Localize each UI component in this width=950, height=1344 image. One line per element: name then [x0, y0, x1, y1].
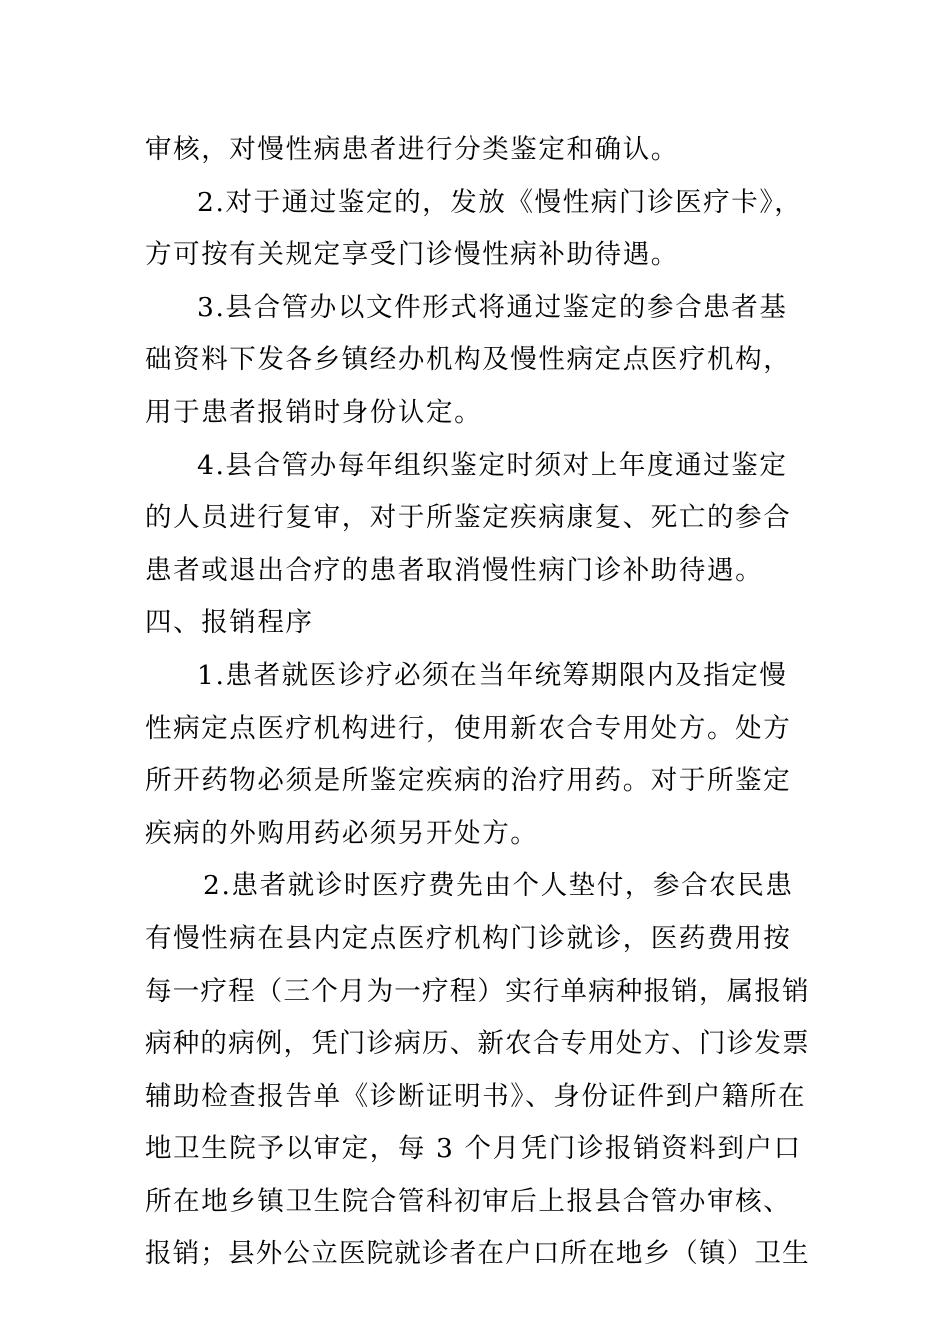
text-line: 报销；县外公立医院就诊者在户口所在地乡（镇）卫生 [145, 1238, 810, 1270]
text-line: 有慢性病在县内定点医疗机构门诊就诊，医药费用按 [145, 922, 792, 954]
text-line: 辅助检查报告单《诊断证明书》、身份证件到户籍所在 [145, 1080, 807, 1112]
text-line: 用于患者报销时身份认定。 [145, 396, 483, 428]
list-item-1-line: 1.患者就医诊疗必须在当年统筹期限内及指定慢 [197, 659, 788, 691]
text-line: 所在地乡镇卫生院合管科初审后上报县合管办审核、 [145, 1185, 792, 1217]
document-body [145, 124, 810, 1281]
text-line: 础资料下发各乡镇经办机构及慢性病定点医疗机构， [145, 344, 792, 376]
text-line: 审核，对慢性病患者进行分类鉴定和确认。 [145, 134, 679, 165]
text-line: 地卫生院予以审定，每 3 个月凭门诊报销资料到户口 [145, 1133, 802, 1165]
text-line: 病种的病例，凭门诊病历、新农合专用处方、门诊发票 [145, 1028, 810, 1060]
list-item-4-line: 4.县合管办每年组织鉴定时须对上年度通过鉴定 [197, 449, 788, 481]
text-line: 所开药物必须是所鉴定疾病的治疗用药。对于所鉴定 [145, 765, 792, 797]
list-item-3-line: 3.县合管办以文件形式将通过鉴定的参合患者基 [197, 291, 788, 323]
list-item-2-line: 2.对于通过鉴定的，发放《慢性病门诊医疗卡》， [197, 186, 803, 218]
text-line: 性病定点医疗机构进行，使用新农合专用处方。处方 [145, 712, 792, 744]
list-item-2-line: 2.患者就诊时医疗费先由个人垫付，参合农民患 [203, 870, 794, 902]
section-heading: 四、报销程序 [145, 607, 314, 639]
text-line: 方可按有关规定享受门诊慢性病补助待遇。 [145, 239, 679, 271]
text-line: 的人员进行复审，对于所鉴定疾病康复、死亡的参合 [145, 502, 792, 534]
text-line: 疾病的外购用药必须另开处方。 [145, 817, 539, 849]
text-line: 每一疗程（三个月为一疗程）实行单病种报销，属报销 [145, 975, 810, 1007]
text-line: 患者或退出合疗的患者取消慢性病门诊补助待遇。 [145, 554, 764, 586]
